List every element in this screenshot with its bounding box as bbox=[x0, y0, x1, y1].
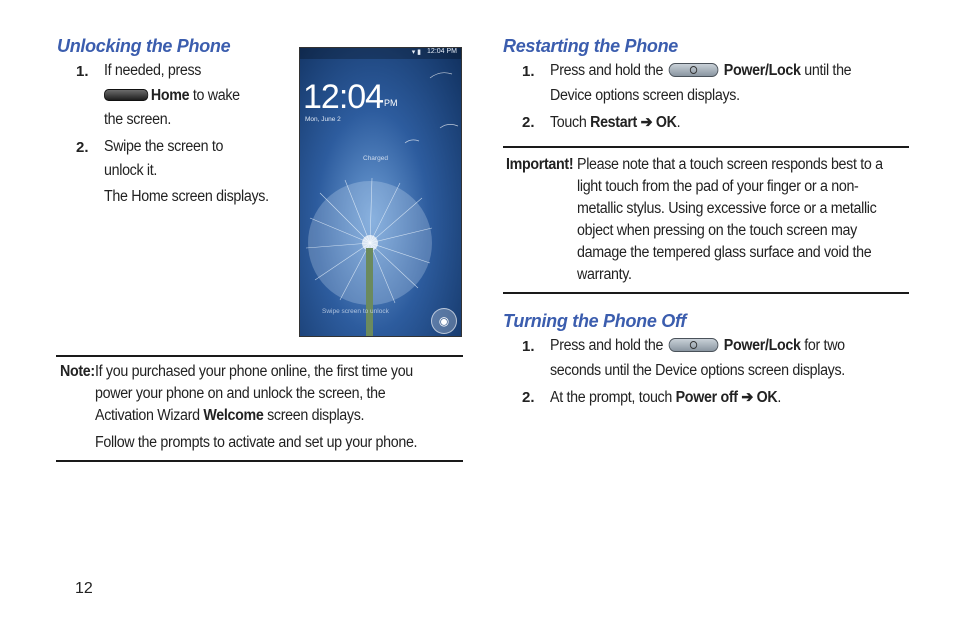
home-key-label: Home bbox=[150, 87, 190, 104]
important-text: damage the tempered glass surface and void the bbox=[577, 244, 872, 261]
lock-screen-image bbox=[299, 47, 462, 337]
step-number: 1. bbox=[76, 63, 89, 80]
power-lock-label: Power/Lock bbox=[723, 62, 801, 79]
step-text: The Home screen displays. bbox=[104, 188, 269, 205]
important-label: Important! bbox=[506, 156, 574, 173]
lock-clock: 12:04 bbox=[303, 78, 384, 116]
step-text: Press and hold the Power/Lock for two bbox=[550, 337, 845, 354]
note-label: Note: bbox=[60, 363, 95, 380]
step-text: unlock it. bbox=[104, 162, 158, 179]
step-text: Touch Restart ➔ OK. bbox=[550, 114, 681, 131]
power-lock-label: Power/Lock bbox=[723, 337, 801, 354]
swipe-hint: Swipe screen to unlock bbox=[322, 308, 389, 315]
note-text: If you purchased your phone online, the first time you bbox=[95, 363, 413, 380]
note-text: power your phone on and unlock the screen, the bbox=[95, 385, 386, 402]
step-number: 1. bbox=[522, 63, 535, 80]
step-text: If needed, press bbox=[104, 62, 202, 79]
step-text: Device options screen displays. bbox=[550, 87, 740, 104]
important-bottom-rule bbox=[503, 292, 909, 294]
step-number: 2. bbox=[522, 389, 535, 406]
section-heading-unlocking: Unlocking the Phone bbox=[57, 36, 231, 56]
camera-icon: ◉ bbox=[431, 308, 457, 334]
charge-status: Charged bbox=[363, 155, 388, 162]
step-number: 2. bbox=[522, 114, 535, 131]
section-heading-restarting: Restarting the Phone bbox=[503, 36, 679, 56]
arrow-icon: ➔ bbox=[737, 389, 757, 406]
page-number: 12 bbox=[75, 580, 93, 597]
important-text: metallic stylus. Using excessive force or a metallic bbox=[577, 200, 877, 217]
lock-clock-suffix: PM bbox=[384, 98, 398, 108]
power-key-icon bbox=[669, 63, 719, 77]
step-text: to wake bbox=[189, 87, 240, 104]
important-text: Please note that a touch screen responds best to a bbox=[577, 156, 883, 173]
step-text: seconds until the Device options screen displays. bbox=[550, 362, 845, 379]
section-heading-turning-off: Turning the Phone Off bbox=[503, 311, 687, 331]
power-key-icon bbox=[669, 338, 719, 352]
important-top-rule bbox=[503, 146, 909, 148]
home-key-icon bbox=[104, 89, 148, 101]
signal-icon: ▾ ▮ bbox=[411, 49, 421, 56]
status-time: 12:04 PM bbox=[427, 48, 457, 55]
important-text: warranty. bbox=[577, 266, 632, 283]
arrow-icon: ➔ bbox=[636, 114, 656, 131]
note-text: Activation Wizard Welcome screen displays. bbox=[95, 407, 365, 424]
step-text: Press and hold the Power/Lock until the bbox=[550, 62, 852, 79]
step-number: 1. bbox=[522, 338, 535, 355]
lock-date: Mon, June 2 bbox=[305, 116, 341, 123]
welcome-label: Welcome bbox=[203, 407, 264, 424]
step-text: At the prompt, touch Power off ➔ OK. bbox=[550, 389, 782, 406]
step-text: Swipe the screen to bbox=[104, 138, 224, 155]
step-text bbox=[104, 87, 240, 105]
important-text: light touch from the pad of your finger or a non- bbox=[577, 178, 859, 195]
important-text: object when pressing on the touch screen may bbox=[577, 222, 857, 239]
note-top-rule bbox=[56, 355, 463, 357]
step-number: 2. bbox=[76, 139, 89, 156]
note-bottom-rule bbox=[56, 460, 463, 462]
note-text: Follow the prompts to activate and set up your phone. bbox=[95, 434, 418, 451]
step-text: the screen. bbox=[104, 111, 172, 128]
